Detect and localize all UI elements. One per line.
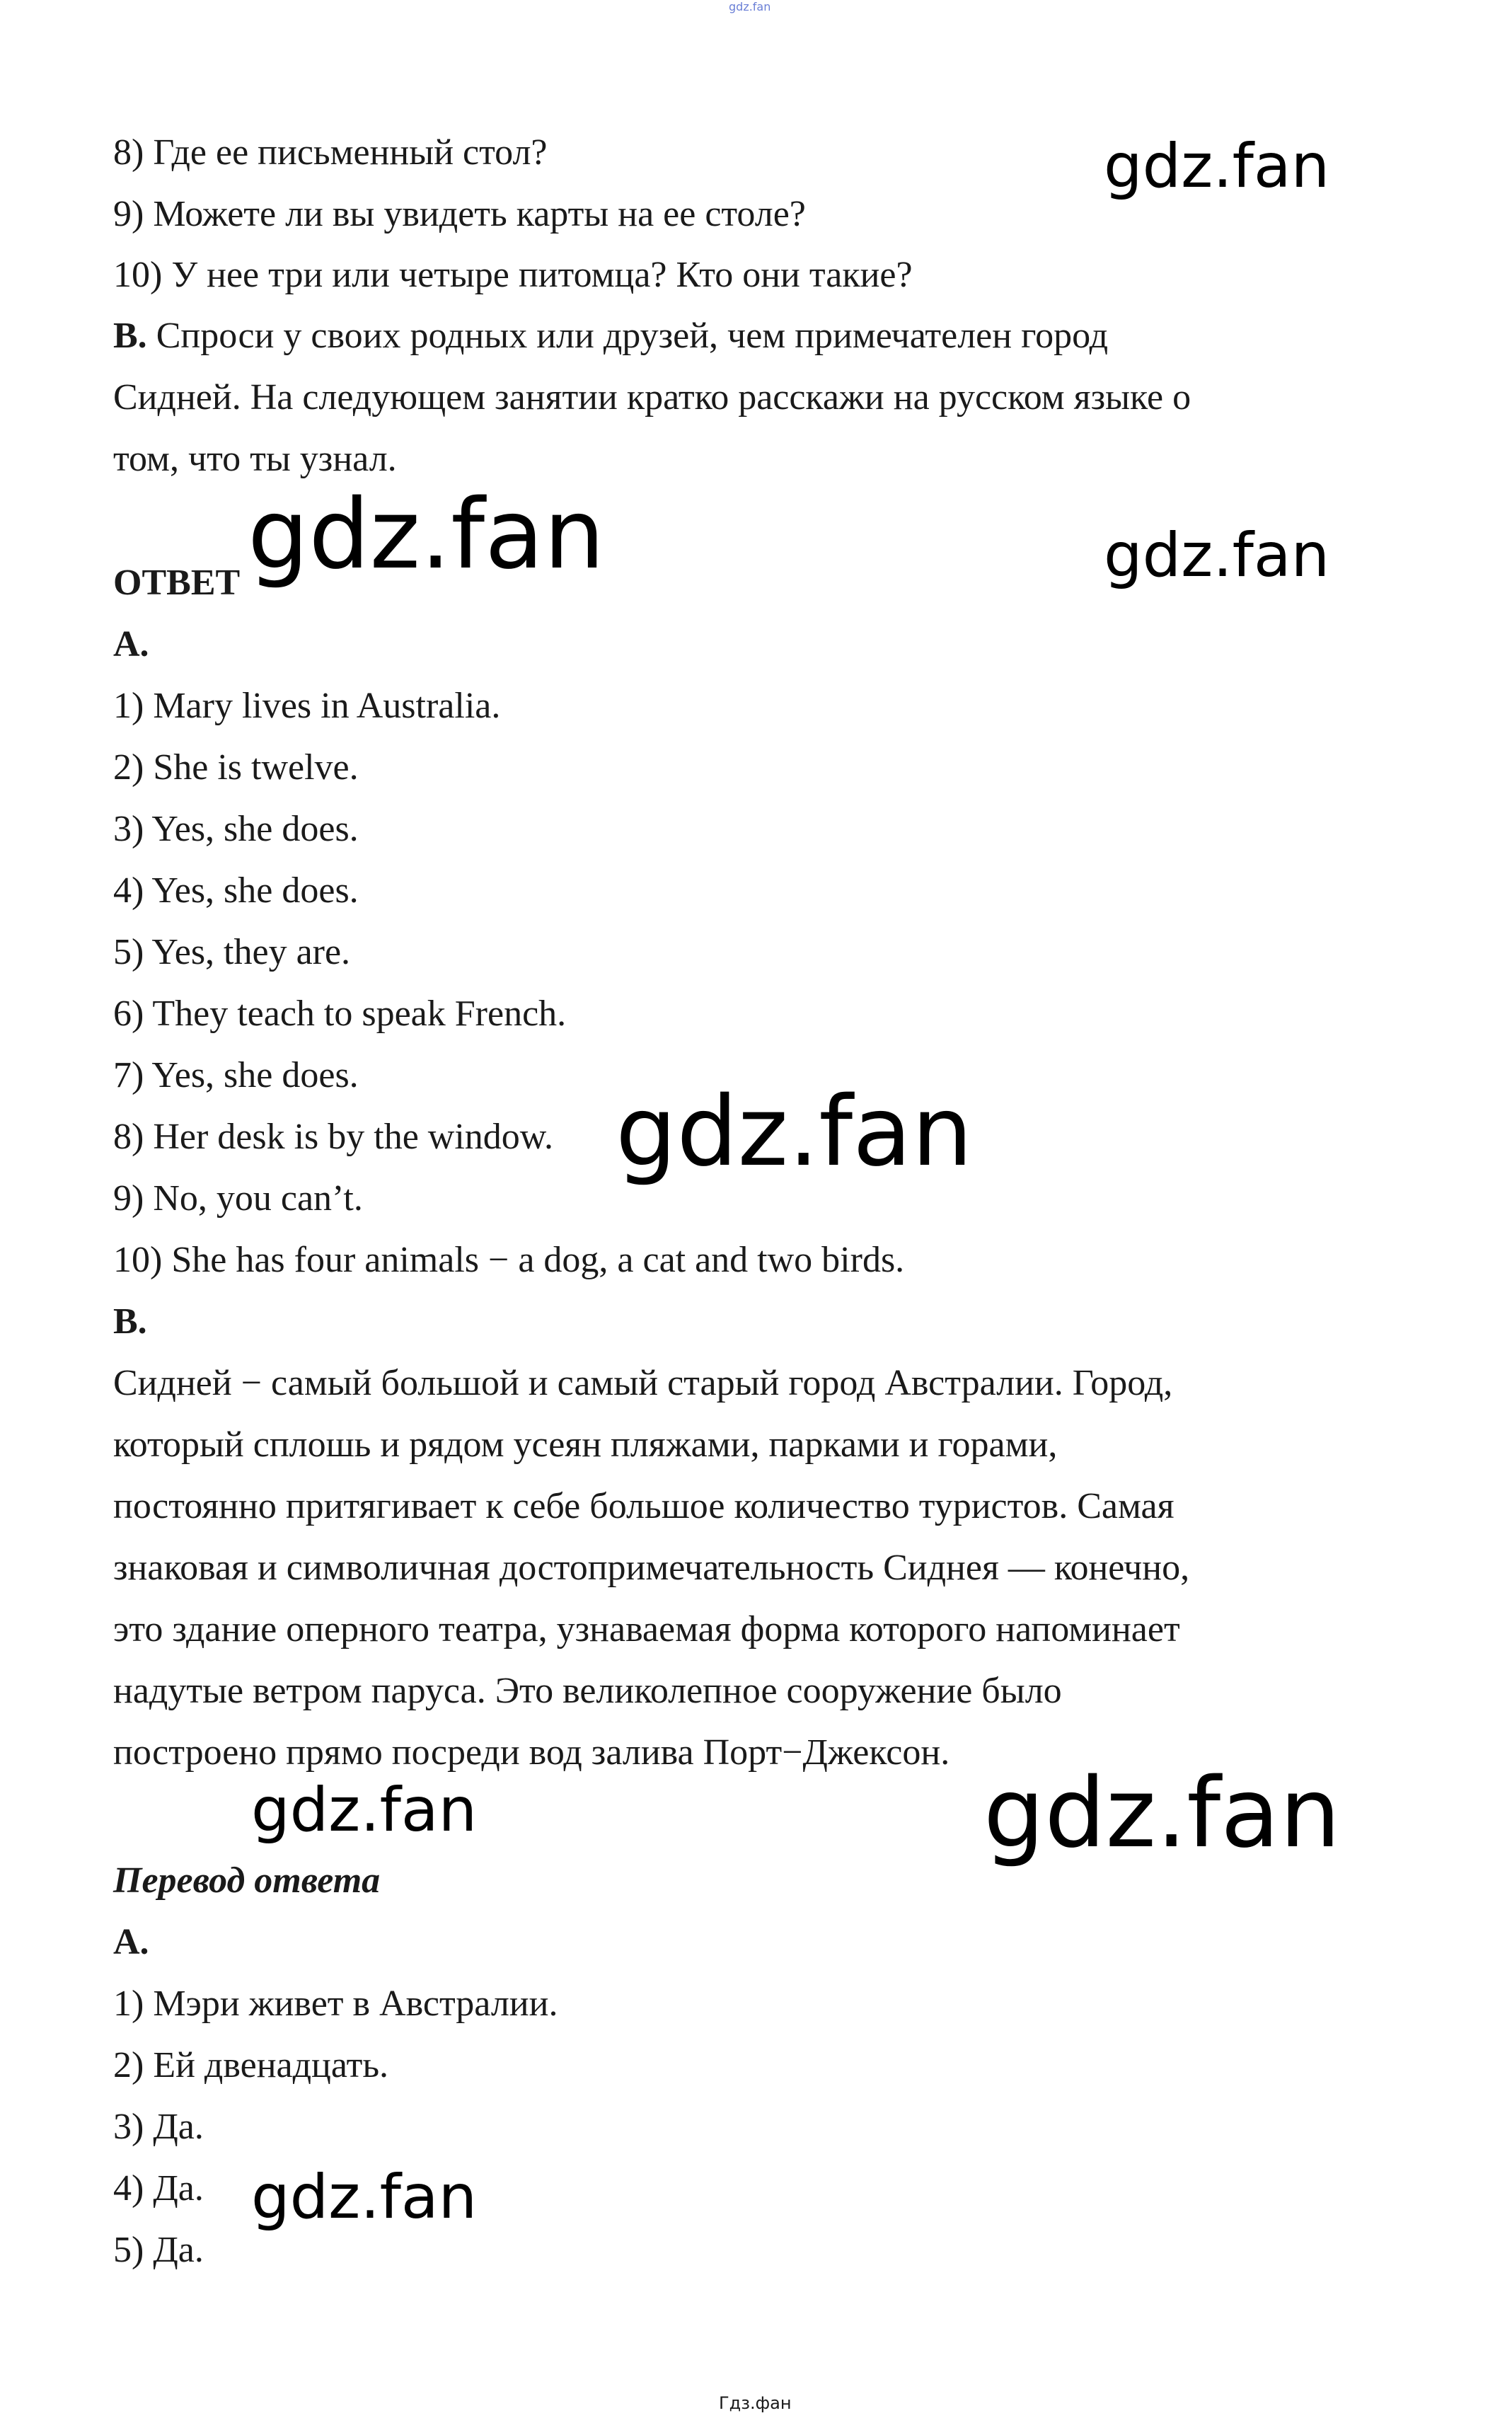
answer-b-line: который сплошь и рядом усеян пляжами, парками и горами, — [113, 1424, 1058, 1465]
answer-item: 5) Yes, they are. — [113, 932, 351, 972]
page-footer: Гдз.фан — [719, 2393, 792, 2413]
section-b-label: B. — [113, 1301, 147, 1342]
task-b-label: B. — [113, 316, 147, 356]
header-watermark: gdz.fan — [729, 0, 771, 13]
translation-item: 2) Ей двенадцать. — [113, 2045, 389, 2085]
translation-a-label: A. — [113, 1922, 149, 1962]
watermark: gdz.fan — [251, 1775, 478, 1846]
answer-b-line: постоянно притягивает к себе большое количество туристов. Самая — [113, 1486, 1175, 1526]
answer-item: 1) Mary lives in Australia. — [113, 686, 501, 726]
watermark: gdz.fan — [248, 479, 605, 591]
question-9: 9) Можете ли вы увидеть карты на ее столе? — [113, 194, 806, 234]
answer-item: 6) They teach to speak French. — [113, 994, 567, 1034]
answer-item: 7) Yes, she does. — [113, 1055, 359, 1095]
watermark: gdz.fan — [616, 1076, 973, 1188]
answer-item: 4) Yes, she does. — [113, 870, 359, 911]
watermark: gdz.fan — [1104, 131, 1330, 202]
task-b-line-2: Сидней. На следующем занятии кратко расскажи на русском языке о — [113, 377, 1191, 418]
question-8: 8) Где ее письменный стол? — [113, 132, 548, 173]
question-10: 10) У нее три или четыре питомца? Кто они такие? — [113, 255, 913, 295]
task-b-line-1 — [113, 318, 1108, 355]
task-b-line-3: том, что ты узнал. — [113, 439, 397, 479]
answer-b-line: построено прямо посреди вод залива Порт−Джексон. — [113, 1732, 950, 1773]
translation-item: 4) Да. — [113, 2168, 204, 2209]
task-b-text: Спроси у своих родных или друзей, чем примечателен город — [146, 316, 1109, 356]
answer-item: 2) She is twelve. — [113, 747, 359, 788]
section-a-label: A. — [113, 624, 149, 664]
answer-item: 9) No, you can’t. — [113, 1178, 363, 1219]
translation-item: 5) Да. — [113, 2230, 204, 2270]
watermark: gdz.fan — [983, 1758, 1341, 1870]
answer-item: 8) Her desk is by the window. — [113, 1117, 553, 1157]
answer-item: 10) She has four animals − a dog, a cat and two birds. — [113, 1240, 905, 1280]
answer-b-line: Сидней − самый большой и самый старый город Австралии. Город, — [113, 1363, 1173, 1403]
answer-item: 3) Yes, she does. — [113, 809, 359, 849]
answer-b-line: надутые ветром паруса. Это великолепное сооружение было — [113, 1671, 1062, 1711]
watermark: gdz.fan — [1104, 520, 1330, 591]
watermark: gdz.fan — [251, 2162, 478, 2233]
answer-b-line: это здание оперного театра, узнаваемая форма которого напоминает — [113, 1609, 1180, 1650]
answer-b-line: знаковая и символичная достопримечательность Сиднея — конечно, — [113, 1548, 1190, 1588]
translation-heading: Перевод ответа — [113, 1860, 381, 1901]
answer-heading: ОТВЕТ — [113, 563, 241, 603]
translation-item: 3) Да. — [113, 2107, 204, 2147]
translation-item: 1) Мэри живет в Австралии. — [113, 1984, 558, 2024]
